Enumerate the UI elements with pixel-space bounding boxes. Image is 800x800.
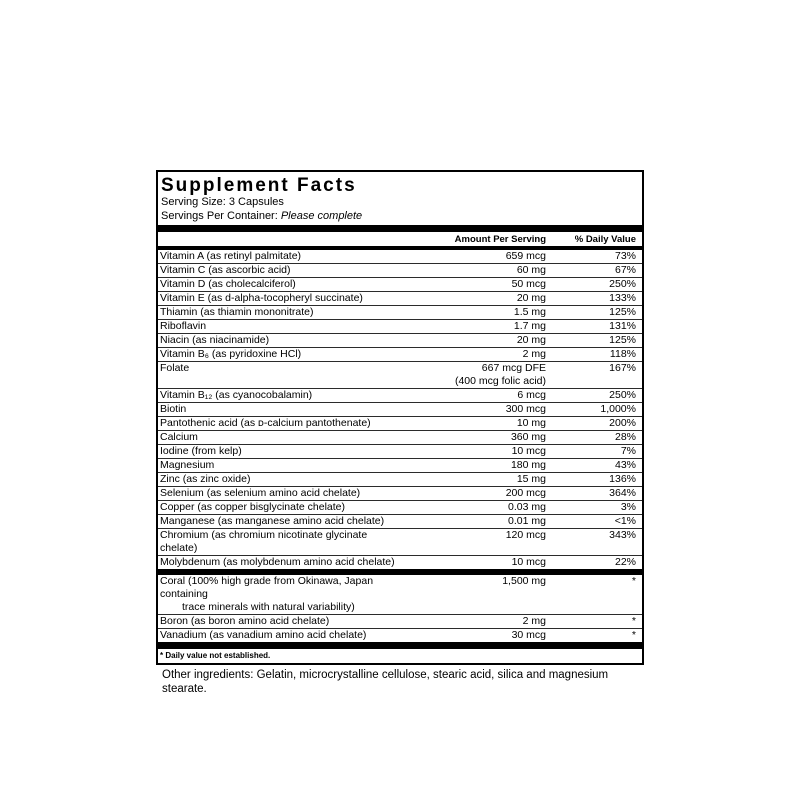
nutrient-amount (396, 615, 546, 628)
table-row (158, 264, 642, 278)
nutrient-daily-value: 7% (620, 445, 636, 457)
nutrient-name-line1: Magnesium (160, 459, 215, 471)
nutrient-amount (396, 445, 546, 458)
nutrient-amount-line1: 1,500 mg (502, 575, 546, 587)
table-row (158, 615, 642, 629)
nutrient-amount-line2: (400 mcg folic acid) (454, 375, 546, 387)
nutrient-amount (396, 250, 546, 263)
table-row (158, 250, 642, 264)
nutrient-name-line1: Copper (as copper bisglycinate chelate) (160, 501, 346, 513)
table-row (158, 501, 642, 515)
table-row (158, 348, 642, 362)
nutrient-daily-value: 118% (609, 348, 636, 360)
table-row (158, 292, 642, 306)
nutrient-amount (396, 556, 546, 569)
nutrient-name-line1: Vitamin D (as cholecalciferol) (160, 278, 296, 290)
nutrient-name-line1: Calcium (160, 431, 198, 443)
nutrient-name-line1: Folate (160, 362, 190, 374)
nutrient-name-line1: Pantothenic acid (as ᴅ-calcium pantothenate) (160, 417, 371, 429)
nutrient-daily-value: 73% (614, 250, 636, 262)
nutrient-amount (396, 403, 546, 416)
nutrient-amount-line1: 50 mcg (511, 278, 546, 290)
nutrient-daily-value: 250% (609, 278, 636, 290)
nutrient-amount (396, 389, 546, 402)
nutrient-name-line2: trace minerals with natural variability) (182, 601, 355, 613)
secondary-nutrient-rows (158, 575, 642, 642)
table-row (158, 431, 642, 445)
table-row (158, 515, 642, 529)
column-header-amount: Amount Per Serving (454, 233, 546, 245)
nutrient-amount-line1: 667 mcg DFE (481, 362, 546, 374)
nutrient-daily-value: 200% (609, 417, 636, 429)
nutrient-name (158, 278, 396, 291)
nutrient-amount-line1: 360 mg (510, 431, 546, 443)
nutrient-name-line1: Vitamin A (as retinyl palmitate) (160, 250, 302, 262)
table-row (158, 320, 642, 334)
nutrient-amount-line1: 20 mg (516, 292, 546, 304)
nutrient-name (158, 250, 396, 263)
nutrient-name (158, 556, 396, 569)
nutrient-name (158, 445, 396, 458)
nutrient-amount (396, 515, 546, 528)
nutrient-name-line1: Vitamin B₆ (as pyridoxine HCl) (160, 348, 302, 360)
nutrient-name (158, 501, 396, 514)
nutrient-amount (396, 417, 546, 430)
nutrient-name (158, 292, 396, 305)
nutrient-daily-value: 43% (614, 459, 636, 471)
servings-per-container-value: Please complete (280, 209, 363, 222)
nutrient-amount (396, 264, 546, 277)
nutrient-name (158, 362, 396, 388)
nutrient-daily-value: 22% (614, 556, 636, 568)
nutrient-daily-value: 167% (609, 362, 636, 374)
nutrient-amount (396, 529, 546, 555)
panel-title: Supplement Facts (161, 175, 357, 196)
table-row (158, 487, 642, 501)
nutrient-daily-value: 1,000% (600, 403, 636, 415)
nutrient-name-line1: Boron (as boron amino acid chelate) (160, 615, 330, 627)
nutrient-name-line1: Chromium (as chromium nicotinate glycinate chelate) (160, 529, 368, 554)
nutrient-name-line1: Vitamin E (as d-alpha-tocopheryl succinate) (160, 292, 363, 304)
nutrient-amount (396, 459, 546, 472)
nutrient-daily-value: 250% (609, 389, 636, 401)
nutrient-name-line1: Vitamin B₁₂ (as cyanocobalamin) (160, 389, 313, 401)
nutrient-daily-value: <1% (614, 515, 636, 527)
nutrient-name (158, 334, 396, 347)
nutrient-amount (396, 501, 546, 514)
nutrient-name-line1: Vitamin C (as ascorbic acid) (160, 264, 291, 276)
nutrient-amount (396, 278, 546, 291)
nutrient-daily-value: 125% (609, 306, 636, 318)
nutrient-amount-line1: 300 mcg (505, 403, 546, 415)
table-row (158, 334, 642, 348)
main-nutrient-rows (158, 250, 642, 569)
nutrient-daily-value: 364% (609, 487, 636, 499)
table-row (158, 278, 642, 292)
other-ingredients: Other ingredients: Gelatin, microcrystalline cellulose, stearic acid, silica and magnesium stearate. (162, 669, 609, 695)
column-header-daily-value: % Daily Value (574, 233, 636, 245)
nutrient-name (158, 306, 396, 319)
table-row (158, 575, 642, 615)
nutrient-amount-line1: 20 mg (516, 334, 546, 346)
nutrient-name (158, 487, 396, 500)
table-row (158, 417, 642, 431)
nutrient-name-line1: Coral (100% high grade from Okinawa, Japan containing (160, 575, 374, 600)
nutrient-amount (396, 575, 546, 614)
nutrient-amount-line1: 10 mg (516, 417, 546, 429)
nutrient-daily-value: 125% (609, 334, 636, 346)
nutrient-amount-line1: 0.01 mg (508, 515, 546, 527)
nutrient-amount-line1: 60 mg (516, 264, 546, 276)
nutrient-amount-line1: 659 mcg (505, 250, 546, 262)
nutrient-name-line1: Biotin (160, 403, 187, 415)
table-row (158, 403, 642, 417)
nutrient-amount-line1: 1.7 mg (513, 320, 546, 332)
nutrient-amount (396, 320, 546, 333)
nutrient-name (158, 515, 396, 528)
nutrient-amount-line1: 10 mcg (511, 445, 546, 457)
table-row (158, 629, 642, 642)
nutrient-daily-value: 131% (609, 320, 636, 332)
table-row (158, 529, 642, 556)
nutrient-amount (396, 292, 546, 305)
nutrient-amount-line1: 10 mcg (511, 556, 546, 568)
nutrient-amount-line1: 200 mcg (505, 487, 546, 499)
nutrient-name-line1: Molybdenum (as molybdenum amino acid chelate) (160, 556, 395, 568)
nutrient-daily-value: 28% (614, 431, 636, 443)
nutrient-amount-line1: 30 mcg (511, 629, 546, 641)
nutrient-name-line1: Zinc (as zinc oxide) (160, 473, 251, 485)
nutrient-name-line1: Manganese (as manganese amino acid chelate) (160, 515, 385, 527)
nutrient-daily-value: 343% (609, 529, 636, 541)
daily-value-footnote: * Daily value not established. (160, 651, 271, 660)
nutrient-daily-value: 67% (614, 264, 636, 276)
nutrient-amount (396, 362, 546, 388)
nutrient-daily-value: * (631, 575, 636, 587)
nutrient-amount-line1: 120 mcg (505, 529, 546, 541)
nutrient-amount-line1: 0.03 mg (508, 501, 546, 513)
nutrient-amount-line1: 1.5 mg (513, 306, 546, 318)
nutrient-amount (396, 348, 546, 361)
column-header-row (158, 232, 642, 246)
servings-per-container-label: Servings Per Container: (161, 209, 281, 222)
nutrient-name (158, 629, 396, 642)
nutrient-amount (396, 473, 546, 486)
nutrient-name (158, 431, 396, 444)
nutrient-name (158, 615, 396, 628)
nutrient-amount (396, 487, 546, 500)
nutrient-amount-line1: 6 mcg (517, 389, 546, 401)
nutrient-name (158, 459, 396, 472)
table-row (158, 556, 642, 569)
nutrient-name-line1: Vanadium (as vanadium amino acid chelate) (160, 629, 367, 641)
table-row (158, 362, 642, 389)
supplement-facts-box (156, 170, 644, 665)
nutrient-amount-line1: 2 mg (522, 615, 546, 627)
nutrient-amount (396, 431, 546, 444)
table-row (158, 306, 642, 320)
nutrient-daily-value: 3% (620, 501, 636, 513)
nutrient-name-line1: Riboflavin (160, 320, 207, 332)
nutrient-name-line1: Niacin (as niacinamide) (160, 334, 270, 346)
nutrient-daily-value: 133% (609, 292, 636, 304)
serving-size: Serving Size: 3 Capsules (161, 196, 284, 208)
table-row (158, 445, 642, 459)
nutrient-name (158, 264, 396, 277)
divider-bar-top (158, 225, 642, 232)
nutrient-name (158, 575, 396, 614)
nutrient-name (158, 473, 396, 486)
supplement-facts-panel (156, 170, 644, 696)
nutrient-name (158, 529, 396, 555)
table-row (158, 459, 642, 473)
servings-per-container (158, 210, 642, 224)
nutrient-daily-value: * (631, 629, 636, 641)
nutrient-name (158, 389, 396, 402)
nutrient-name (158, 320, 396, 333)
table-row (158, 473, 642, 487)
nutrient-name-line1: Iodine (from kelp) (160, 445, 242, 457)
nutrient-name (158, 417, 396, 430)
nutrient-name (158, 348, 396, 361)
nutrient-amount (396, 306, 546, 319)
nutrient-amount-line1: 15 mg (516, 473, 546, 485)
table-row (158, 389, 642, 403)
nutrient-amount (396, 629, 546, 642)
divider-bar-bottom (158, 642, 642, 649)
nutrient-amount (396, 334, 546, 347)
nutrient-name-line1: Thiamin (as thiamin mononitrate) (160, 306, 314, 318)
nutrient-name (158, 403, 396, 416)
nutrient-amount-line1: 180 mg (510, 459, 546, 471)
nutrient-amount-line1: 2 mg (522, 348, 546, 360)
nutrient-daily-value: 136% (609, 473, 636, 485)
nutrient-name-line1: Selenium (as selenium amino acid chelate) (160, 487, 361, 499)
nutrient-daily-value: * (631, 615, 636, 627)
